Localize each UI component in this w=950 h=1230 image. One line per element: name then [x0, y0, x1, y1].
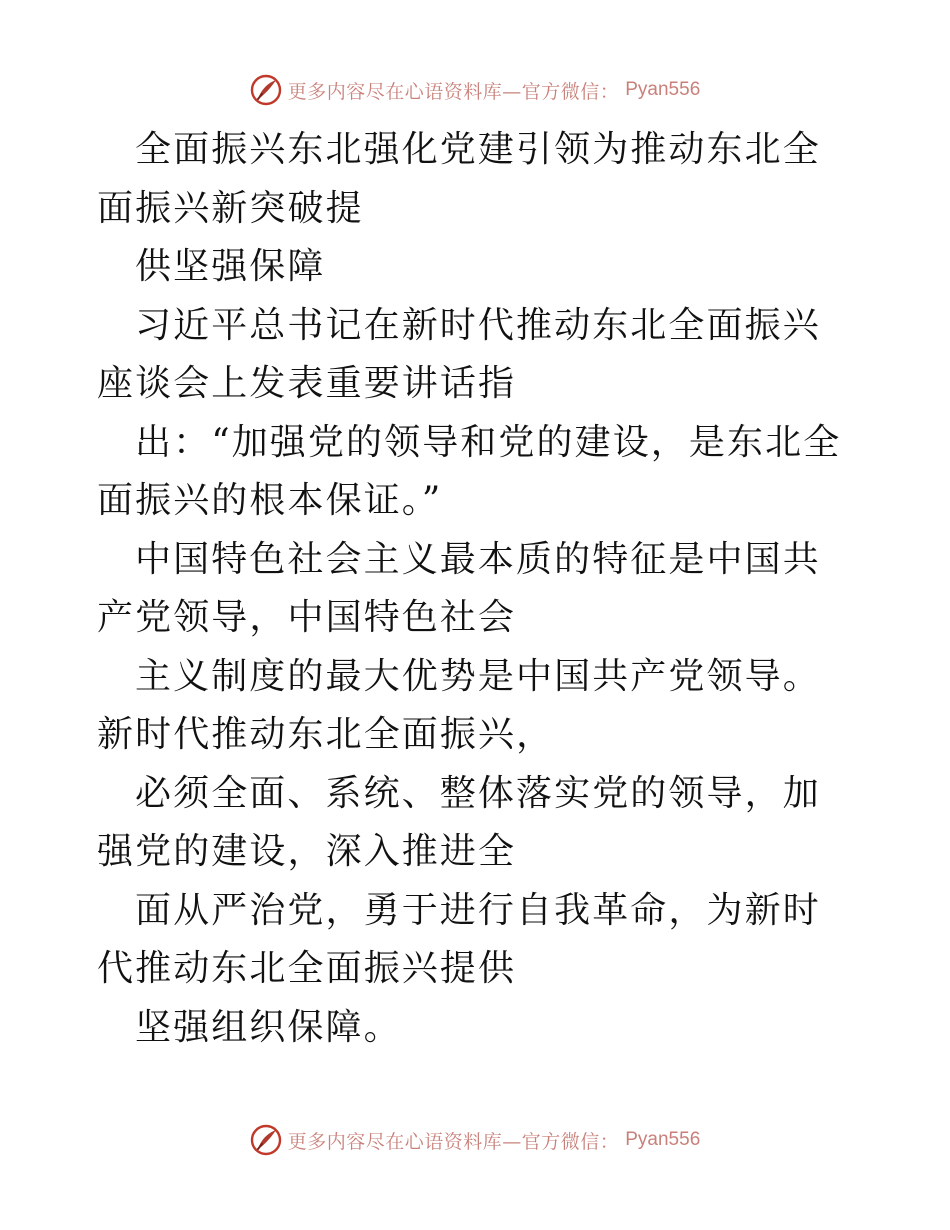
paragraph-7: 必须全面、系统、整体落实党的领导，加强党的建设，深入推进全 [97, 772, 821, 872]
paragraph-8: 面从严治党，勇于进行自我革命，为新时代推动东北全面振兴提供 [97, 889, 821, 989]
paragraph-4: 出：“加强党的领导和党的建设，是东北全面振兴的根本保证。” [97, 421, 842, 521]
paragraph-9: 坚强组织保障。 [135, 1006, 402, 1048]
document-body [97, 121, 857, 1057]
quill-pen-logo-icon [250, 74, 282, 106]
quill-pen-logo-icon [250, 1124, 282, 1156]
paragraph-6: 主义制度的最大优势是中国共产党领导。新时代推动东北全面振兴， [97, 655, 821, 755]
watermark-text: 更多内容尽在心语资料库—官方微信： [287, 1130, 620, 1153]
footer-watermark [0, 1123, 950, 1157]
paragraph-3: 习近平总书记在新时代推动东北全面振兴座谈会上发表重要讲话指 [97, 304, 821, 404]
paragraph-1: 全面振兴东北强化党建引领为推动东北全面振兴新突破提 [97, 129, 821, 229]
watermark-text: 更多内容尽在心语资料库—官方微信： [287, 80, 620, 103]
header-watermark [0, 73, 950, 107]
watermark-wechat-id: Pyan556 [625, 79, 701, 100]
paragraph-2: 供坚强保障 [135, 246, 326, 287]
watermark-wechat-id: Pyan556 [625, 1129, 701, 1150]
paragraph-5: 中国特色社会主义最本质的特征是中国共产党领导，中国特色社会 [97, 538, 821, 638]
